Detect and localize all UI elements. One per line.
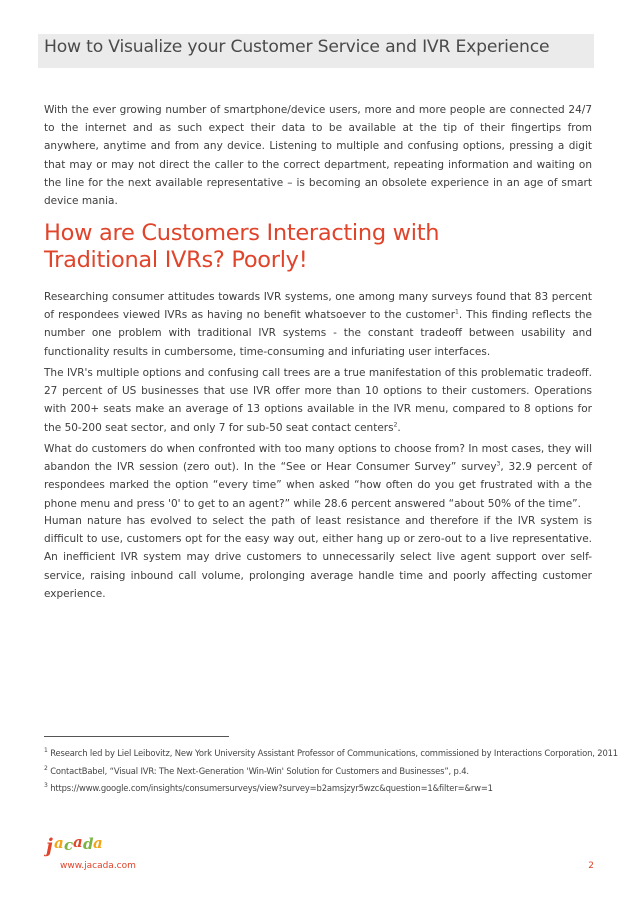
footnote-ref-1[interactable]: 1 [455, 308, 459, 316]
footnote-3-link[interactable]: https://www.google.com/insights/consumersurveys/view?survey=b2amsjzyr5wzc&question=1&filter=&rw=1 [50, 783, 493, 793]
footnote-3-mark: 3 [44, 782, 48, 790]
section-heading [44, 220, 592, 274]
paragraph-3-text-b: , 32.9 percent of respondees marked the option “every time” when asked “how often do you get frustrated with a the phone menu and press '0' to get to an agent?” while 28.6 percent answered “about 50% of the time”. [44, 461, 592, 510]
paragraph-3 [44, 440, 592, 513]
paragraph-1-text-b: . This finding reflects the number one problem with traditional IVR systems - the constant tradeoff between usability and functionality results in cumbersome, time-consuming and infuriating user interfaces. [44, 309, 592, 358]
jacada-logo [44, 826, 114, 866]
logo-letter-a1: a [54, 834, 64, 852]
paragraph-2 [44, 364, 592, 437]
footnote-2 [44, 765, 469, 777]
footnote-1 [44, 747, 618, 759]
footnote-ref-2[interactable]: 2 [393, 421, 398, 429]
footnote-1-text: Research led by Liel Leibovitz, New York University Assistant Professor of Communications, commissioned by Interactions Corporation, 2011 [50, 748, 618, 758]
page-title: How to Visualize your Customer Service and IVR Experience [44, 37, 550, 57]
paragraph-3-text-a: What do customers do when confronted with too many options to choose from? In most cases, they will abandon the IVR session (zero out). In the “See or Hear Consumer Survey” survey [44, 443, 592, 474]
page-number: 2 [588, 861, 594, 871]
paragraph-2-text-b: . [397, 421, 401, 434]
intro-paragraph: With the ever growing number of smartphone/device users, more and more people are connected 24/7 to the internet and as such expect their data to be available at the tip of their fingertips from anywhere, anytime and from any device. Listening to multiple and confusing options, pressing a digit that may or may not direct the caller to the correct department, repeating information and waiting on the line for the next available representative – is becoming an obsolete experience in an age of smart device mania. [44, 104, 592, 208]
footnote-2-text: ContactBabel, “Visual IVR: The Next-Generation 'Win-Win' Solution for Customers and Businesses”, p.4. [50, 766, 469, 776]
footer-url[interactable]: www.jacada.com [60, 861, 136, 871]
paragraph-1-text-a: Researching consumer attitudes towards IVR systems, one among many surveys found that 83 percent of respondees viewed IVRs as having no benefit whatsoever to the customer [44, 291, 592, 322]
section-heading-line-1: How are Customers Interacting with [44, 220, 440, 246]
footnote-divider [44, 736, 229, 737]
footnote-3 [44, 782, 493, 794]
footnote-1-mark: 1 [44, 747, 48, 755]
paragraph-4: Human nature has evolved to select the path of least resistance and therefore if the IVR system is difficult to use, customers opt for the easy way out, either hang up or zero-out to a live representative. An inefficient IVR system may drive customers to unnecessarily select live agent support over self-service, raising inbound call volume, prolonging average handle time and poorly affecting customer experience. [44, 515, 592, 600]
paragraph-2-text-a: The IVR's multiple options and confusing call trees are a true manifestation of this problematic tradeoff. 27 percent of US businesses that use IVR offer more than 10 options to their customers. Operations with 200+ seats make an average of 13 options available in the IVR menu, compared to 8 options for the 50-200 seat sector, and only 7 for sub-50 seat contact centers [44, 367, 592, 434]
footnote-2-mark: 2 [44, 765, 48, 773]
footnote-ref-3[interactable]: 3 [496, 460, 501, 468]
logo-letter-c: c [64, 836, 74, 854]
logo-letter-a2: a [73, 833, 83, 851]
paragraph-1 [44, 288, 592, 361]
logo-letter-d: d [83, 835, 94, 853]
logo-letter-j: j [46, 835, 53, 857]
logo-letter-a3: a [93, 834, 103, 852]
section-heading-line-2: Traditional IVRs? Poorly! [44, 247, 308, 273]
